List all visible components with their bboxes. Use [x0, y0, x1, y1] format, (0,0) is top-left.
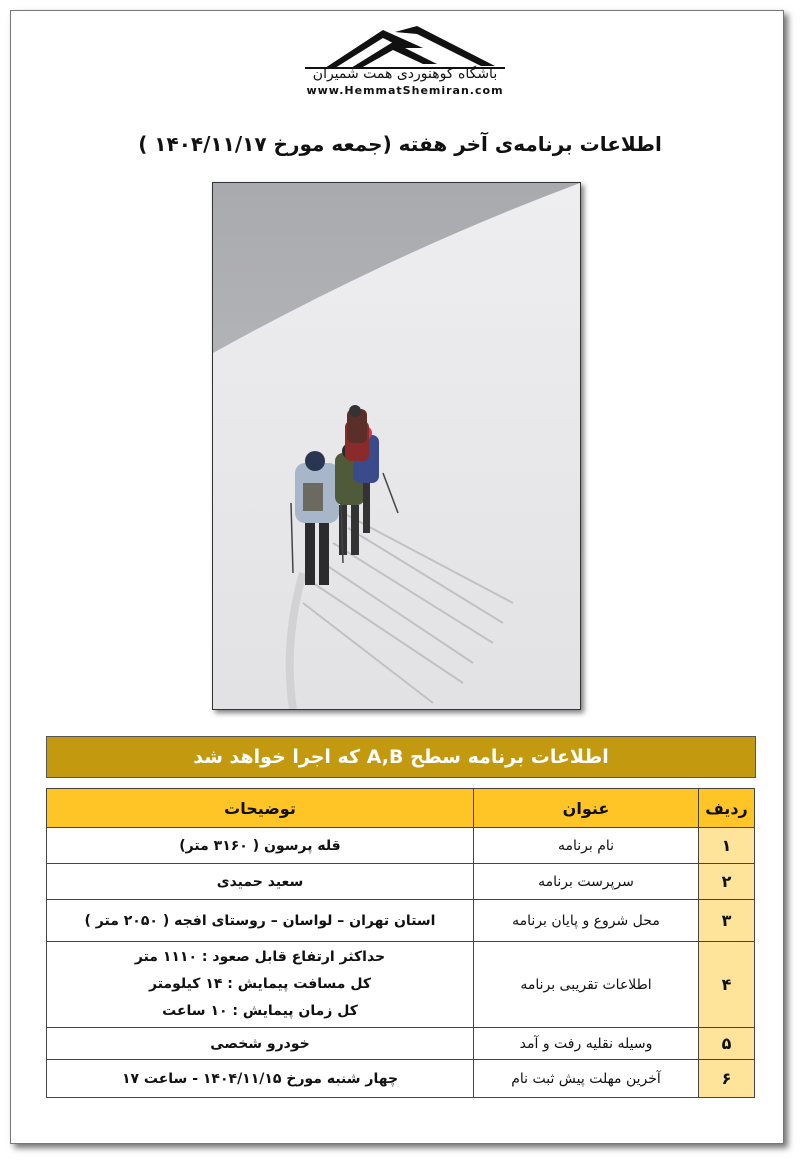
row-label: محل شروع و پایان برنامه — [474, 900, 699, 942]
program-level-banner: اطلاعات برنامه سطح A,B که اجرا خواهد شد — [46, 736, 756, 778]
table-row — [47, 1028, 755, 1060]
row-value-lines — [47, 942, 474, 1028]
distance-line: کل مسافت پیمایش : ۱۴ کیلومتر — [149, 976, 371, 992]
row-number: ۱ — [699, 828, 755, 864]
club-name: باشگاه کوهنوردی همت شمیران — [312, 66, 498, 82]
row-value: خودرو شخصی — [47, 1028, 474, 1060]
header-title: عنوان — [474, 789, 699, 828]
table-row — [47, 864, 755, 900]
row-label: نام برنامه — [474, 828, 699, 864]
row-label: وسیله نقلیه رفت و آمد — [474, 1028, 699, 1060]
table-row — [47, 1060, 755, 1098]
table-header-row — [47, 789, 755, 828]
row-number: ۵ — [699, 1028, 755, 1060]
row-value: سعید حمیدی — [47, 864, 474, 900]
row-label: اطلاعات تقریبی برنامه — [474, 942, 699, 1028]
club-website: www.HemmatShemiran.com — [306, 84, 504, 97]
table-row — [47, 942, 755, 1028]
row-value: چهار شنبه مورخ ۱۴۰۴/۱۱/۱۵ - ساعت ۱۷ — [47, 1060, 474, 1098]
max-altitude-line: حداکثر ارتفاع قابل صعود : ۱۱۱۰ متر — [134, 949, 386, 965]
row-number: ۶ — [699, 1060, 755, 1098]
table-row — [47, 900, 755, 942]
row-number: ۲ — [699, 864, 755, 900]
row-value: استان تهران – لواسان – روستای افجه ( ۲۰۵۰ متر ) — [47, 900, 474, 942]
snow-hikers-photo — [212, 182, 581, 710]
header-row-number: ردیف — [699, 789, 755, 828]
row-number: ۳ — [699, 900, 755, 942]
table-row — [47, 828, 755, 864]
row-number: ۴ — [699, 942, 755, 1028]
mountain-logo-icon — [305, 24, 505, 70]
row-value: قله پرسون ( ۳۱۶۰ متر) — [47, 828, 474, 864]
page-title: اطلاعات برنامه‌ی آخر هفته (جمعه مورخ ۱۴۰۴/۱۱/۱۷ ) — [138, 132, 662, 156]
duration-line: کل زمان پیمایش : ۱۰ ساعت — [162, 1003, 358, 1019]
header-description: توضیحات — [47, 789, 474, 828]
row-label: آخرین مهلت پیش ثبت نام — [474, 1060, 699, 1098]
program-info-table — [46, 788, 755, 1098]
row-label: سرپرست برنامه — [474, 864, 699, 900]
club-logo — [290, 24, 520, 114]
